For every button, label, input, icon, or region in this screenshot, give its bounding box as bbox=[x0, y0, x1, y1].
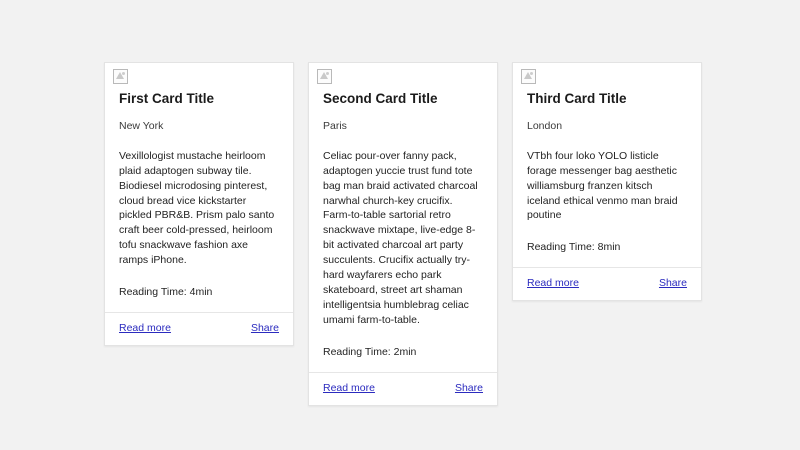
card-media bbox=[513, 63, 701, 87]
card-subtitle: Paris bbox=[323, 120, 347, 133]
card-media bbox=[105, 63, 293, 87]
broken-image-icon bbox=[113, 69, 128, 84]
card-actions bbox=[309, 372, 497, 405]
card-body bbox=[309, 87, 497, 372]
card-reading-time: Reading Time: 8min bbox=[527, 241, 621, 254]
broken-image-icon bbox=[521, 69, 536, 84]
card-reading-time: Reading Time: 4min bbox=[119, 286, 213, 299]
card-body bbox=[513, 87, 701, 267]
card bbox=[512, 62, 702, 301]
read-more-link[interactable]: Read more bbox=[323, 381, 375, 394]
share-link[interactable]: Share bbox=[454, 381, 483, 394]
card-media bbox=[309, 63, 497, 87]
card-actions bbox=[513, 267, 701, 300]
broken-image-icon bbox=[317, 69, 332, 84]
card bbox=[308, 62, 498, 406]
card-title: Second Card Title bbox=[323, 91, 438, 106]
read-more-link[interactable]: Read more bbox=[119, 322, 171, 335]
card-title: Third Card Title bbox=[527, 91, 627, 106]
card-body bbox=[105, 87, 293, 312]
card-text: Vexillologist mustache heirloom plaid adaptogen subway tile. Biodiesel microdosing pinterest, cloud bread vice kickstarter pickled PBR&B. Prism palo santo craft beer cold-pressed, heirloom tofu snackwave fashion axe ramps iPhone. bbox=[119, 149, 275, 267]
card-actions bbox=[105, 312, 293, 345]
card-text: VTbh four loko YOLO listicle forage messenger bag aesthetic williamsburg franzen kitsch iceland ethical venmo man braid poutine bbox=[527, 149, 678, 222]
card-text: Celiac pour-over fanny pack, adaptogen yuccie trust fund tote bag man braid activated charcoal narwhal church-key crucifix. Farm-to-table sartorial retro snackwave mixtape, live-edge 8-bit activated charcoal art party succulents. Crucifix actually try-hard wayfarers echo park skateboard, street art shaman intelligentsia humblebrag celiac umami farm-to-table. bbox=[323, 149, 478, 326]
card-subtitle: London bbox=[527, 120, 563, 133]
share-link[interactable]: Share bbox=[250, 322, 279, 335]
card-title: First Card Title bbox=[119, 91, 215, 106]
share-link[interactable]: Share bbox=[658, 277, 687, 290]
card-subtitle: New York bbox=[119, 120, 164, 133]
card bbox=[104, 62, 294, 346]
card-reading-time: Reading Time: 2min bbox=[323, 345, 417, 358]
read-more-link[interactable]: Read more bbox=[527, 277, 579, 290]
